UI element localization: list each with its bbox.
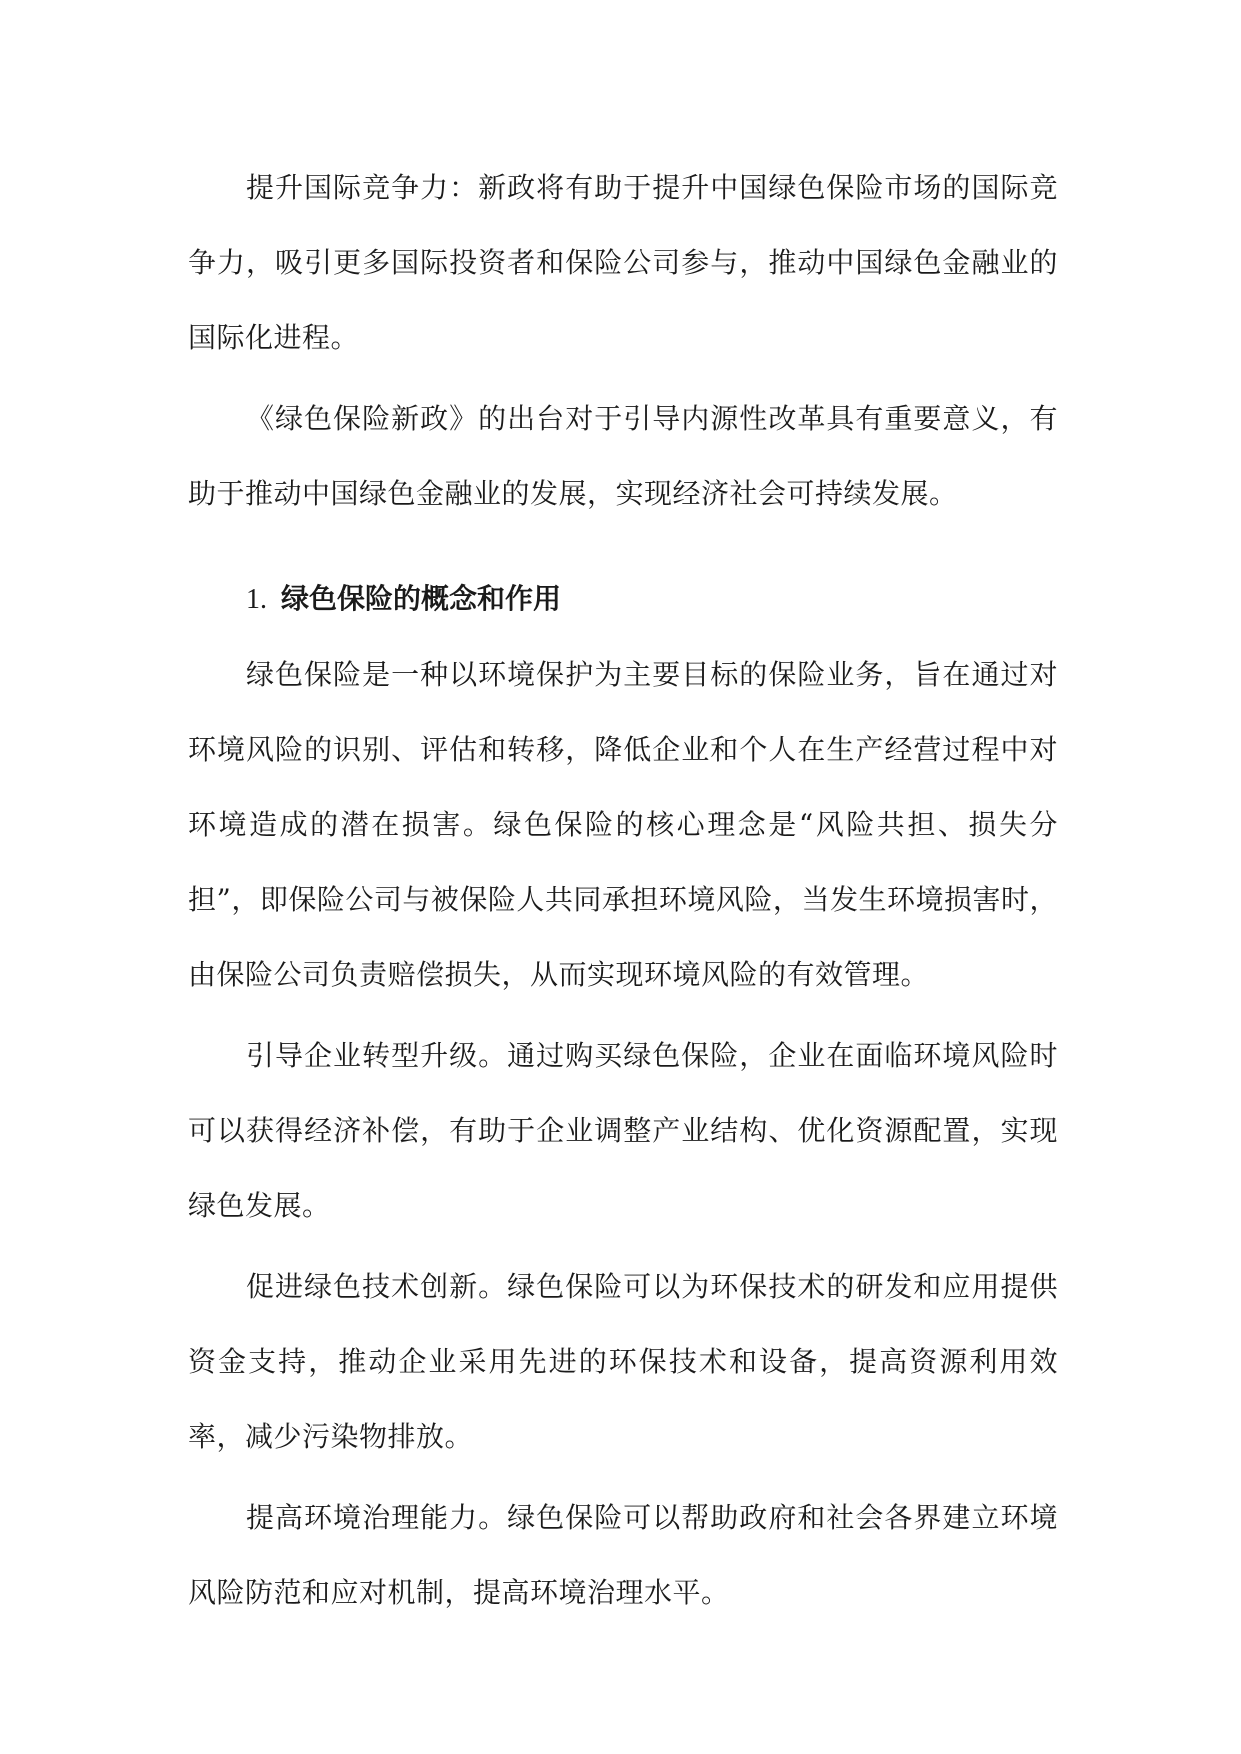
paragraph-policy-significance: 《绿色保险新政》的出台对于引导内源性改革具有重要意义，有助于推动中国绿色金融业的发展，实现经济社会可持续发展。 bbox=[188, 402, 1058, 510]
section-number: 1. bbox=[246, 584, 267, 615]
document-body bbox=[188, 150, 1058, 1636]
paragraph-green-technology: 促进绿色技术创新。绿色保险可以为环保技术的研发和应用提供资金支持，推动企业采用先进的环保技术和设备，提高资源利用效率，减少污染物排放。 bbox=[188, 1270, 1058, 1453]
paragraph-green-insurance-definition: 绿色保险是一种以环境保护为主要目标的保险业务，旨在通过对环境风险的识别、评估和转移，降低企业和个人在生产经营过程中对环境造成的潜在损害。绿色保险的核心理念是“风险共担、损失分担”，即保险公司与被保险人共同承担环境风险，当发生环境损害时，由保险公司负责赔偿损失，从而实现环境风险的有效管理。 bbox=[188, 658, 1058, 991]
paragraph-enterprise-transformation: 引导企业转型升级。通过购买绿色保险，企业在面临环境风险时可以获得经济补偿，有助于企业调整产业结构、优化资源配置，实现绿色发展。 bbox=[188, 1039, 1058, 1222]
paragraph-international-competitiveness: 提升国际竞争力：新政将有助于提升中国绿色保险市场的国际竞争力，吸引更多国际投资者和保险公司参与，推动中国绿色金融业的国际化进程。 bbox=[188, 171, 1058, 354]
section-title: 绿色保险的概念和作用 bbox=[281, 582, 562, 615]
paragraph-environmental-governance: 提高环境治理能力。绿色保险可以帮助政府和社会各界建立环境风险防范和应对机制，提高环境治理水平。 bbox=[188, 1501, 1058, 1609]
section-heading bbox=[188, 561, 1058, 637]
